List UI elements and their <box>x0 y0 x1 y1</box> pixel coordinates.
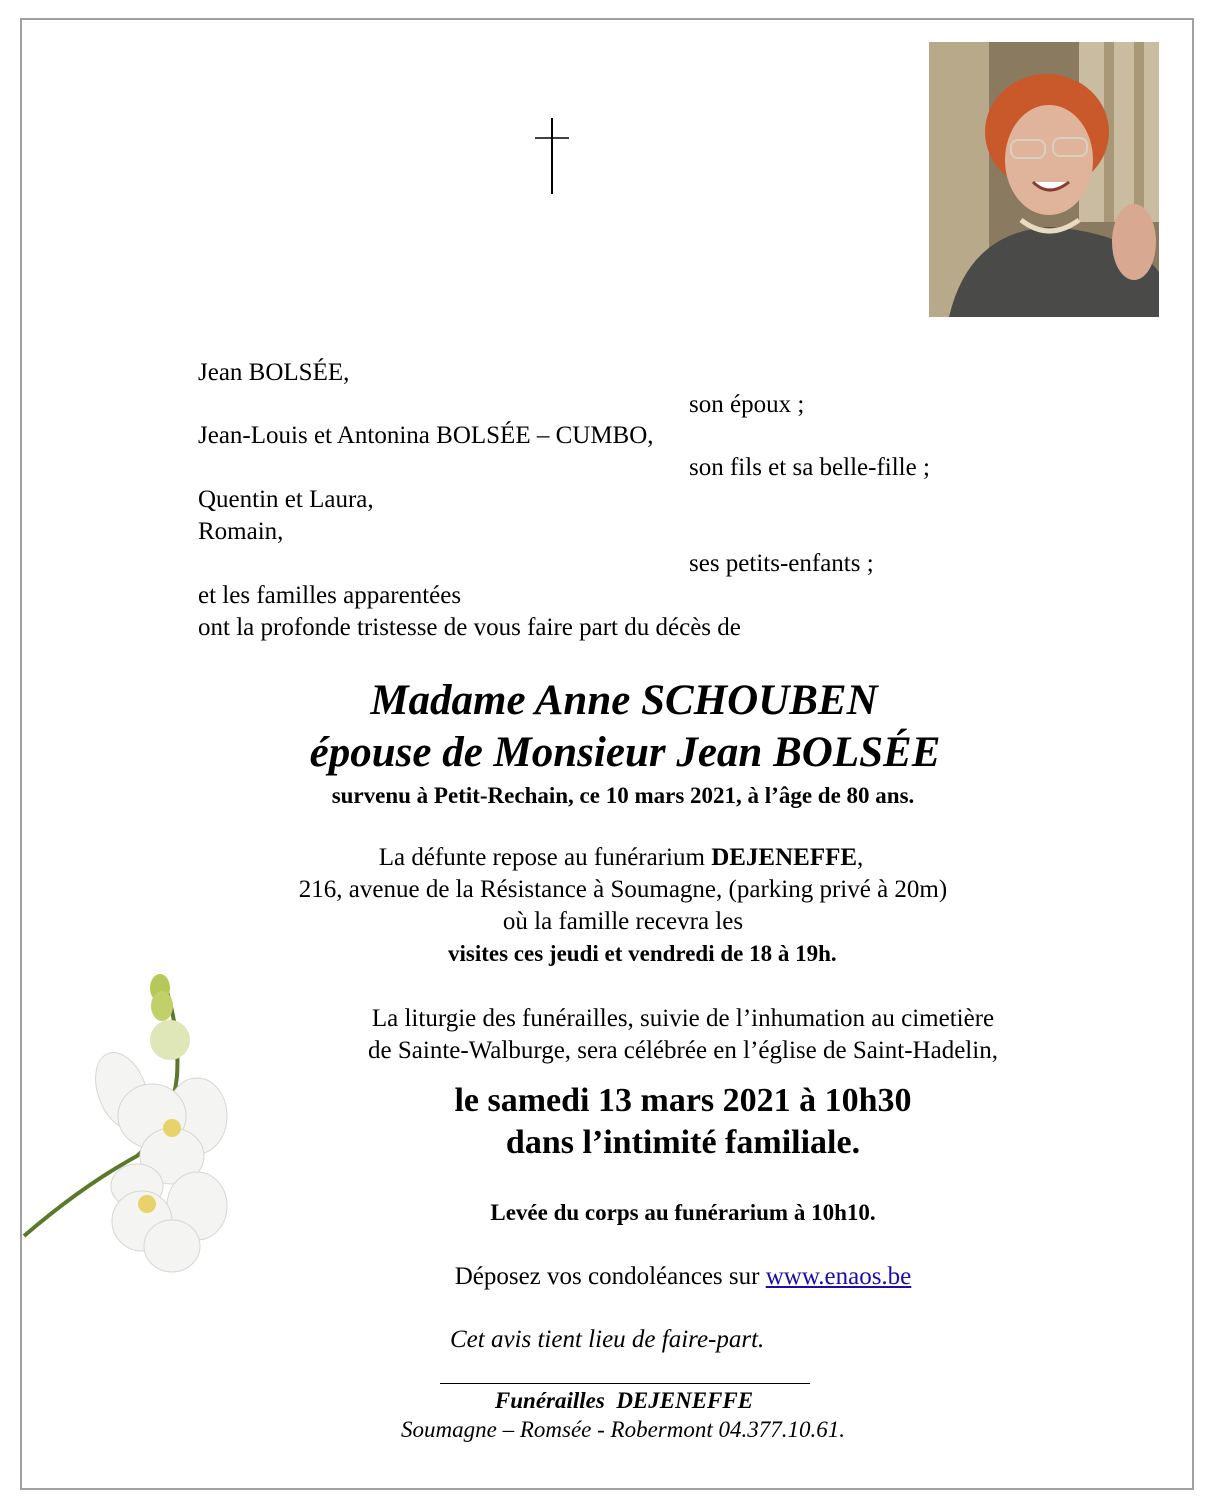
deceased-name: Madame Anne SCHOUBEN <box>370 677 878 724</box>
family-line-spouse: Jean BOLSÉE, <box>198 359 350 386</box>
signature-divider <box>440 1383 810 1384</box>
footer-company: Funérailles DEJENEFFE <box>494 1388 754 1413</box>
family-line-grandchildren-1: Quentin et Laura, <box>198 486 374 513</box>
visitation-line-1: La défunte repose au funérarium DEJENEFFE, <box>378 844 864 871</box>
funeral-line-1: La liturgie des funérailles, suivie de l’inhumation au cimetière <box>371 1005 995 1032</box>
levee-du-corps: Levée du corps au funérarium à 10h10. <box>490 1200 876 1225</box>
condolences-link[interactable]: www.enaos.be <box>765 1263 912 1290</box>
relation-spouse: son époux ; <box>689 391 805 418</box>
funeral-line-2: de Sainte-Walburge, sera célébrée en l’église de Saint-Hadelin, <box>368 1037 998 1064</box>
deceased-details: survenu à Petit-Rechain, ce 10 mars 2021, à l’âge de 80 ans. <box>331 783 915 808</box>
portrait-photo <box>929 42 1159 317</box>
condolences-text: Déposez vos condoléances sur <box>454 1263 766 1290</box>
funeral-intimacy: dans l’intimité familiale. <box>505 1124 861 1161</box>
visitation-line-2: 216, avenue de la Résistance à Soumagne, (parking privé à 20m) <box>298 876 948 903</box>
orchid-flower-image <box>22 966 262 1286</box>
family-line-announcement: ont la profonde tristesse de vous faire part du décès de <box>198 614 741 641</box>
family-line-son: Jean-Louis et Antonina BOLSÉE – CUMBO, <box>198 422 654 449</box>
relation-son: son fils et sa belle-fille ; <box>689 454 930 481</box>
family-line-relatives: et les familles apparentées <box>198 582 462 609</box>
deceased-spouse: épouse de Monsieur Jean BOLSÉE <box>309 729 941 776</box>
visitation-hours: visites ces jeudi et vendredi de 18 à 19h. <box>448 941 837 966</box>
cross-icon <box>535 118 569 194</box>
relation-grandchildren: ses petits-enfants ; <box>689 550 874 577</box>
notice-text: Cet avis tient lieu de faire-part. <box>450 1326 765 1353</box>
funeral-date: le samedi 13 mars 2021 à 10h30 <box>454 1082 912 1119</box>
visitation-line-3: où la famille recevra les <box>502 908 744 935</box>
footer-contact: Soumagne – Romsée - Robermont 04.377.10.61. <box>401 1417 845 1442</box>
family-line-grandchildren-2: Romain, <box>198 518 284 545</box>
